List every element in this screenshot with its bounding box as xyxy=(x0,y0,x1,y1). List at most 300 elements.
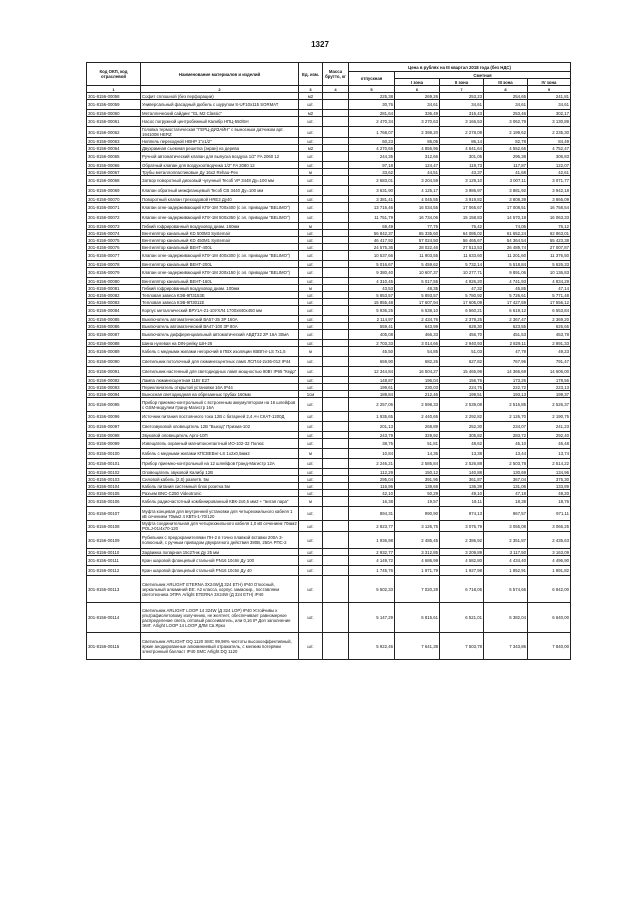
item-code: 301-8156-00071 xyxy=(87,203,141,213)
price-zone-4: 4 752,47 xyxy=(528,145,571,152)
table-row xyxy=(87,483,571,490)
item-unit: шт. xyxy=(299,127,323,138)
price-zone-4: 4 834,28 xyxy=(528,278,571,285)
price-zone-2: 3 075,79 xyxy=(440,521,484,532)
column-index: 5 xyxy=(349,86,395,93)
price-release: 2 114,97 xyxy=(349,316,395,323)
price-zone-4: 2 190,75 xyxy=(528,412,571,422)
item-name: Оповещатель звуковой Калибр 12В xyxy=(141,469,299,476)
item-name: Светильник ARLIGHT LOOP 14 324W (Д 324 LOP) IP40 Устойчивы к ультрафиолетовому излучению, не желтеет, обеспечивает равномерное распределение света, оптовый рассеиватель, или 0,16 IP Доп заполнение ЭМГ. Arlight LOOP 14 LOOP ДЛМ Св.Ярко xyxy=(141,603,299,633)
item-code: 301-8156-00108 xyxy=(87,521,141,532)
price-zone-1: 4 125,17 xyxy=(395,186,440,196)
price-zone-3: 5 518,84 xyxy=(484,261,528,268)
price-zone-4: 17 556,12 xyxy=(528,299,571,306)
item-name: Клапан огне-задерживающий КПУ-1М 200х150 (с эл. приводом "BELIMO") xyxy=(141,268,299,278)
item-unit: м xyxy=(299,347,323,357)
item-mass xyxy=(323,549,349,556)
item-mass xyxy=(323,422,349,432)
header-release-price: отпускная xyxy=(349,72,395,86)
item-name: Универсальный фасадный дюбель с шурупом S-UF10х115 SORMAT xyxy=(141,100,299,110)
item-code: 301-8156-00079 xyxy=(87,268,141,278)
item-name: Кабель радиочастотный комбинированный КВК-2х0,5 мм2 + "витая пара" xyxy=(141,497,299,507)
price-zone-2: 2 292,82 xyxy=(440,412,484,422)
item-mass xyxy=(323,497,349,507)
item-code: 301-8156-00103 xyxy=(87,476,141,483)
item-mass xyxy=(323,285,349,292)
column-index: 1 xyxy=(87,86,141,93)
price-release: 15 855,48 xyxy=(349,299,395,306)
price-zone-3: 6 382,04 xyxy=(484,603,528,633)
price-zone-3: 47,79 xyxy=(484,347,528,357)
price-zone-4: 46,48 xyxy=(528,439,571,449)
item-unit: шт. xyxy=(299,367,323,377)
table-row xyxy=(87,497,571,507)
price-zone-2: 305,82 xyxy=(440,432,484,439)
price-zone-2: 15 465,99 xyxy=(440,367,484,377)
price-zone-3: 117,87 xyxy=(484,162,528,169)
item-code: 301-8156-00081 xyxy=(87,285,141,292)
price-zone-2: 136,39 xyxy=(440,483,484,490)
price-release: 659,90 xyxy=(349,357,395,367)
table-row xyxy=(87,412,571,422)
item-unit: шт. xyxy=(299,230,323,237)
column-index: 6 xyxy=(395,86,440,93)
table-row xyxy=(87,603,571,633)
price-zone-1: 7 641,38 xyxy=(395,633,440,660)
header-zone-2: II зона xyxy=(440,79,484,86)
price-zone-1: 44,51 xyxy=(395,169,440,176)
table-row xyxy=(87,110,571,117)
price-release: 9 380,40 xyxy=(349,268,395,278)
price-zone-4: 5 771,48 xyxy=(528,292,571,299)
item-unit: шт. xyxy=(299,244,323,251)
item-code: 301-8156-00109 xyxy=(87,532,141,549)
price-zone-1: 5 893,57 xyxy=(395,292,440,299)
item-name: Клапан огне-задерживающий КПУ-1М 400х300 (с эл. приводом "BELIMO") xyxy=(141,251,299,261)
item-unit: шт. xyxy=(299,117,323,127)
table-row xyxy=(87,398,571,412)
item-name: Выключатель дифференциальный автоматический АВДТ32 2Р 16А 30мА xyxy=(141,330,299,340)
price-zone-3: 47,18 xyxy=(484,490,528,497)
price-zone-1: 2 585,84 xyxy=(395,459,440,469)
item-unit: шт. xyxy=(299,432,323,439)
price-zone-1: 139,68 xyxy=(395,483,440,490)
item-unit: шт. xyxy=(299,292,323,299)
price-zone-2: 43,37 xyxy=(440,169,484,176)
price-release: 10,84 xyxy=(349,449,395,459)
price-zone-1: 212,46 xyxy=(395,391,440,398)
price-zone-2: 15 158,83 xyxy=(440,213,484,223)
price-release: 13 716,46 xyxy=(349,203,395,213)
item-unit: шт. xyxy=(299,176,323,186)
price-release: 2 703,33 xyxy=(349,340,395,347)
item-code: 301-8156-00072 xyxy=(87,213,141,223)
price-zone-4: 34,61 xyxy=(528,100,571,110)
price-zone-3: 11 201,60 xyxy=(484,251,528,261)
price-release: 10 537,66 xyxy=(349,251,395,261)
price-release: 38,75 xyxy=(349,439,395,449)
price-zone-3: 3 808,39 xyxy=(484,196,528,203)
item-mass xyxy=(323,316,349,323)
column-index: 9 xyxy=(528,86,571,93)
price-zone-4: 6 842,00 xyxy=(528,576,571,603)
price-zone-3: 9 891,06 xyxy=(484,268,528,278)
price-zone-2: 2 526,88 xyxy=(440,459,484,469)
price-zone-4: 3 130,89 xyxy=(528,117,571,127)
price-zone-3: 2 367,47 xyxy=(484,316,528,323)
price-zone-4: 11 376,50 xyxy=(528,251,571,261)
price-zone-1: 5 017,55 xyxy=(395,278,440,285)
item-unit: шт. xyxy=(299,566,323,576)
price-zone-1: 150,12 xyxy=(395,469,440,476)
price-zone-2: 199,51 xyxy=(440,391,484,398)
table-row xyxy=(87,432,571,439)
header-price-title: Цена в рублях на III квартал 2018 года (без НДС) xyxy=(349,63,571,72)
item-mass xyxy=(323,117,349,127)
price-release: 46 417,92 xyxy=(349,237,395,244)
price-zone-4: 4 496,90 xyxy=(528,556,571,566)
column-index: 4 xyxy=(323,86,349,93)
price-zone-4: 55 423,38 xyxy=(528,237,571,244)
price-release: 45,50 xyxy=(349,347,395,357)
item-name: Выключатель автоматический ВА47-100 3Р 80А xyxy=(141,323,299,330)
price-zone-4: 3 071,77 xyxy=(528,176,571,186)
item-mass xyxy=(323,169,349,176)
item-name: Клапан огне-задерживающий КПУ-1М 700х400 (с эл. приводом "BELIMO") xyxy=(141,203,299,213)
item-mass xyxy=(323,490,349,497)
price-zone-1: 5 459,62 xyxy=(395,261,440,268)
price-zone-3: 6 619,12 xyxy=(484,306,528,316)
item-mass xyxy=(323,203,349,213)
item-name: Разъем BNC-C250 Videotronic xyxy=(141,490,299,497)
table-row xyxy=(87,145,571,152)
table-row xyxy=(87,292,571,299)
price-zone-3: 2 829,11 xyxy=(484,340,528,347)
price-zone-2: 6 560,21 xyxy=(440,306,484,316)
price-release: 244,35 xyxy=(349,152,395,162)
item-unit: шт. xyxy=(299,412,323,422)
price-zone-1: 3 014,66 xyxy=(395,340,440,347)
price-zone-1: 86,05 xyxy=(395,138,440,145)
item-name: Ручной автоматический клапан для выпуска воздуха 1/2" FA 2060 12 xyxy=(141,152,299,162)
item-unit: шт. xyxy=(299,196,323,203)
item-code: 301-8156-00061 xyxy=(87,117,141,127)
item-unit: шт. xyxy=(299,459,323,469)
table-row xyxy=(87,127,571,138)
item-code: 301-8156-00115 xyxy=(87,633,141,660)
table-row xyxy=(87,532,571,549)
table-body xyxy=(87,93,571,660)
item-mass xyxy=(323,251,349,261)
price-zone-1: 269,26 xyxy=(395,93,440,100)
price-zone-1: 990,90 xyxy=(395,507,440,521)
price-zone-2: 2 386,92 xyxy=(440,532,484,549)
table-row xyxy=(87,556,571,566)
price-zone-3: 6 574,66 xyxy=(484,576,528,603)
price-release: 43,53 xyxy=(349,285,395,292)
price-zone-1: 4 686,99 xyxy=(395,556,440,566)
item-mass xyxy=(323,268,349,278)
price-zone-2: 17 065,67 xyxy=(440,203,484,213)
item-code: 301-8156-00097 xyxy=(87,422,141,432)
price-zone-2: 1 927,98 xyxy=(440,566,484,576)
item-name: Вентилятор канальный KD 500M3 Systemair xyxy=(141,230,299,237)
price-zone-2: 252,30 xyxy=(440,422,484,432)
price-release: 1 768,07 xyxy=(349,127,395,138)
price-zone-3: 367,04 xyxy=(484,476,528,483)
price-zone-4: 76,12 xyxy=(528,223,571,230)
item-mass xyxy=(323,152,349,162)
price-zone-2: 301,05 xyxy=(440,152,484,162)
price-release: 12 344,84 xyxy=(349,367,395,377)
price-zone-3: 41,68 xyxy=(484,169,528,176)
price-zone-4: 791,47 xyxy=(528,357,571,367)
item-mass xyxy=(323,377,349,384)
item-mass xyxy=(323,186,349,196)
price-zone-3: 61 652,24 xyxy=(484,230,528,237)
price-zone-2: 2 379,25 xyxy=(440,316,484,323)
price-zone-1: 6 538,10 xyxy=(395,306,440,316)
price-zone-1: 50,29 xyxy=(395,490,440,497)
table-row xyxy=(87,237,571,244)
item-mass xyxy=(323,566,349,576)
price-zone-2: 10 277,71 xyxy=(440,268,484,278)
table-row xyxy=(87,196,571,203)
item-code: 301-8156-00076 xyxy=(87,244,141,251)
price-zone-1: 3 204,59 xyxy=(395,176,440,186)
price-zone-1: 28 022,46 xyxy=(395,244,440,251)
price-zone-2: 4 582,80 xyxy=(440,556,484,566)
price-zone-4: 223,13 xyxy=(528,384,571,391)
item-code: 301-8156-00102 xyxy=(87,469,141,476)
price-zone-1: 51,81 xyxy=(395,439,440,449)
item-name: Выключатель автоматический ВА57-35 3Р 160А xyxy=(141,316,299,323)
item-name: Вентилятор канальный ВЕНТ-200L xyxy=(141,261,299,268)
table-row xyxy=(87,213,571,223)
item-unit: шт. xyxy=(299,398,323,412)
item-mass xyxy=(323,110,349,117)
item-code: 301-8156-00096 xyxy=(87,412,141,422)
price-zone-3: 3 007,11 xyxy=(484,176,528,186)
item-unit: м2 xyxy=(299,145,323,152)
item-code: 301-8156-00093 xyxy=(87,384,141,391)
item-unit: шт. xyxy=(299,556,323,566)
item-mass xyxy=(323,138,349,145)
item-code: 301-8156-00113 xyxy=(87,576,141,603)
price-zone-1: 34,61 xyxy=(395,100,440,110)
item-code: 301-8156-00105 xyxy=(87,490,141,497)
item-code: 301-8156-00092 xyxy=(87,377,141,384)
table-row xyxy=(87,230,571,237)
price-zone-3: 18,38 xyxy=(484,497,528,507)
item-mass xyxy=(323,323,349,330)
price-release: 3 631,90 xyxy=(349,186,395,196)
price-zone-4: 134,96 xyxy=(528,469,571,476)
price-zone-4: 292,40 xyxy=(528,432,571,439)
price-zone-4: 178,56 xyxy=(528,377,571,384)
price-zone-2: 3 209,89 xyxy=(440,549,484,556)
item-name: Гибкий гофрированный воздуховод диам. 160мм xyxy=(141,223,299,230)
item-name: Светильник ARLIGHT ETERNA 3X24W(Д 324 ETH) IP40 Откосный, зеркальный алюминий ЕЕ: А2 класса, корпус замаскир., поставляем светотехника ЭПРА Arlight ETERNA 3X24W (Д 324 ETH) IP40 xyxy=(141,576,299,603)
item-mass xyxy=(323,223,349,230)
table-row xyxy=(87,251,571,261)
price-zone-2: 156,76 xyxy=(440,377,484,384)
item-mass xyxy=(323,367,349,377)
price-zone-2: 6 718,05 xyxy=(440,576,484,603)
item-mass xyxy=(323,603,349,633)
price-zone-2: 2 539,08 xyxy=(440,398,484,412)
price-zone-2: 27 513,53 xyxy=(440,244,484,251)
item-code: 301-8156-00087 xyxy=(87,330,141,340)
table-row xyxy=(87,367,571,377)
price-zone-3: 767,96 xyxy=(484,357,528,367)
price-zone-1: 16 034,55 xyxy=(395,203,440,213)
item-unit: шт. xyxy=(299,268,323,278)
table-row xyxy=(87,316,571,323)
price-zone-3: 17 427,59 xyxy=(484,299,528,306)
price-zone-1: 19,57 xyxy=(395,497,440,507)
price-zone-1: 4 045,55 xyxy=(395,196,440,203)
price-zone-2: 19,11 xyxy=(440,497,484,507)
price-zone-3: 5 726,61 xyxy=(484,292,528,299)
item-name: Кабель питания системный блок розетка 5м xyxy=(141,483,299,490)
item-unit: шт. xyxy=(299,261,323,268)
item-unit: шт. xyxy=(299,377,323,384)
header-estimate-price: Сметная xyxy=(395,72,571,79)
price-zone-2: 5 780,92 xyxy=(440,292,484,299)
item-name: Вентилятор канальный KD 450M1 Systemair xyxy=(141,237,299,244)
price-zone-4: 10 136,83 xyxy=(528,268,571,278)
price-release: 295,04 xyxy=(349,476,395,483)
price-zone-1: 1 971,79 xyxy=(395,566,440,576)
price-zone-4: 3 866,09 xyxy=(528,196,571,203)
price-zone-1: 2 485,45 xyxy=(395,532,440,549)
item-name: Ниппель переходной НВНР 1"х1/2" xyxy=(141,138,299,145)
price-zone-1: 230,03 xyxy=(395,384,440,391)
item-unit: шт. xyxy=(299,483,323,490)
item-mass xyxy=(323,449,349,459)
item-mass xyxy=(323,196,349,203)
item-mass xyxy=(323,93,349,100)
table-row xyxy=(87,377,571,384)
price-release: 4 270,66 xyxy=(349,145,395,152)
price-zone-3: 3 881,92 xyxy=(484,186,528,196)
item-unit: м xyxy=(299,169,323,176)
price-zone-4: 6 640,00 xyxy=(528,603,571,633)
item-mass xyxy=(323,357,349,367)
price-release: 201,13 xyxy=(349,422,395,432)
item-mass xyxy=(323,162,349,169)
item-mass xyxy=(323,384,349,391)
price-zone-3: 193,13 xyxy=(484,391,528,398)
table-row xyxy=(87,490,571,497)
item-unit: м xyxy=(299,223,323,230)
item-name: Насос погружной центробежный Калибр НПЦ-550/5Н xyxy=(141,117,299,127)
price-zone-3: 2 126,70 xyxy=(484,412,528,422)
item-code: 301-8156-00090 xyxy=(87,357,141,367)
price-zone-4: 626,65 xyxy=(528,323,571,330)
item-mass xyxy=(323,476,349,483)
table-row xyxy=(87,93,571,100)
item-name: Вентилятор канальный ВЕНТ-400L xyxy=(141,244,299,251)
item-name: Софит сплошной (без перфорации) xyxy=(141,93,299,100)
price-zone-1: 7 020,28 xyxy=(395,576,440,603)
item-mass xyxy=(323,330,349,340)
item-unit: шт. xyxy=(299,316,323,323)
price-zone-3: 283,72 xyxy=(484,432,528,439)
price-release: 2 470,34 xyxy=(349,117,395,127)
price-zone-4: 971,11 xyxy=(528,507,571,521)
price-zone-4: 47,14 xyxy=(528,285,571,292)
price-zone-4: 42,61 xyxy=(528,169,571,176)
table-row xyxy=(87,268,571,278)
price-zone-3: 234,07 xyxy=(484,422,528,432)
item-code: 301-8156-00086 xyxy=(87,323,141,330)
item-unit: шт. xyxy=(299,213,323,223)
price-release: 60,23 xyxy=(349,138,395,145)
price-release: 2 823,77 xyxy=(349,521,395,532)
table-row xyxy=(87,203,571,213)
price-zone-2: 76,42 xyxy=(440,223,484,230)
item-code: 301-8156-00060 xyxy=(87,110,141,117)
item-mass xyxy=(323,299,349,306)
table-row xyxy=(87,169,571,176)
price-zone-1: 16 734,06 xyxy=(395,213,440,223)
price-zone-2: 13,38 xyxy=(440,449,484,459)
price-zone-3: 2 199,62 xyxy=(484,127,528,138)
item-code: 301-8156-00099 xyxy=(87,439,141,449)
item-name: Лампа люминесцентная 11Вт Е27 xyxy=(141,377,299,384)
item-mass xyxy=(323,127,349,138)
item-code: 301-8156-00101 xyxy=(87,459,141,469)
price-zone-1: 268,89 xyxy=(395,422,440,432)
item-name: Затвор поворотный дисковый чугунный Tecofi VP 3448 Ду=100 мм xyxy=(141,176,299,186)
item-code: 301-8156-00104 xyxy=(87,483,141,490)
table-row xyxy=(87,186,571,196)
price-zone-2: 119,73 xyxy=(440,162,484,169)
price-release: 33,62 xyxy=(349,169,395,176)
price-zone-1: 77,75 xyxy=(395,223,440,230)
header-zone-4: IV зона xyxy=(528,79,571,86)
price-zone-2: 48,62 xyxy=(440,439,484,449)
price-release: 5 502,33 xyxy=(349,576,395,603)
price-release: 199,61 xyxy=(349,384,395,391)
item-code: 301-8156-00074 xyxy=(87,230,141,237)
item-unit: шт. xyxy=(299,549,323,556)
item-code: 301-8156-00063 xyxy=(87,138,141,145)
price-zone-2: 316,43 xyxy=(440,110,484,117)
item-unit: шт. xyxy=(299,340,323,347)
item-code: 301-8156-00058 xyxy=(87,93,141,100)
item-unit: шт. xyxy=(299,603,323,633)
item-unit: шт. xyxy=(299,323,323,330)
item-name: Кран шаровой фланцевый стальной PN16 10с6п Ду 100 xyxy=(141,556,299,566)
price-release: 16,38 xyxy=(349,497,395,507)
price-zone-1: 6 815,61 xyxy=(395,603,440,633)
price-release: 1 936,98 xyxy=(349,532,395,549)
price-zone-4: 453,78 xyxy=(528,330,571,340)
item-code: 301-8156-00111 xyxy=(87,556,141,566)
item-name: Извещатель охранный магнитоконтактный ИО-102-32 Полюс xyxy=(141,439,299,449)
price-release: 5 922,46 xyxy=(349,633,395,660)
price-zone-1: 682,26 xyxy=(395,357,440,367)
price-zone-3: 2 351,87 xyxy=(484,532,528,549)
item-code: 301-8156-00088 xyxy=(87,340,141,347)
table-row xyxy=(87,340,571,347)
column-index: 2 xyxy=(141,86,299,93)
price-release: 116,95 xyxy=(349,483,395,490)
table-row xyxy=(87,439,571,449)
